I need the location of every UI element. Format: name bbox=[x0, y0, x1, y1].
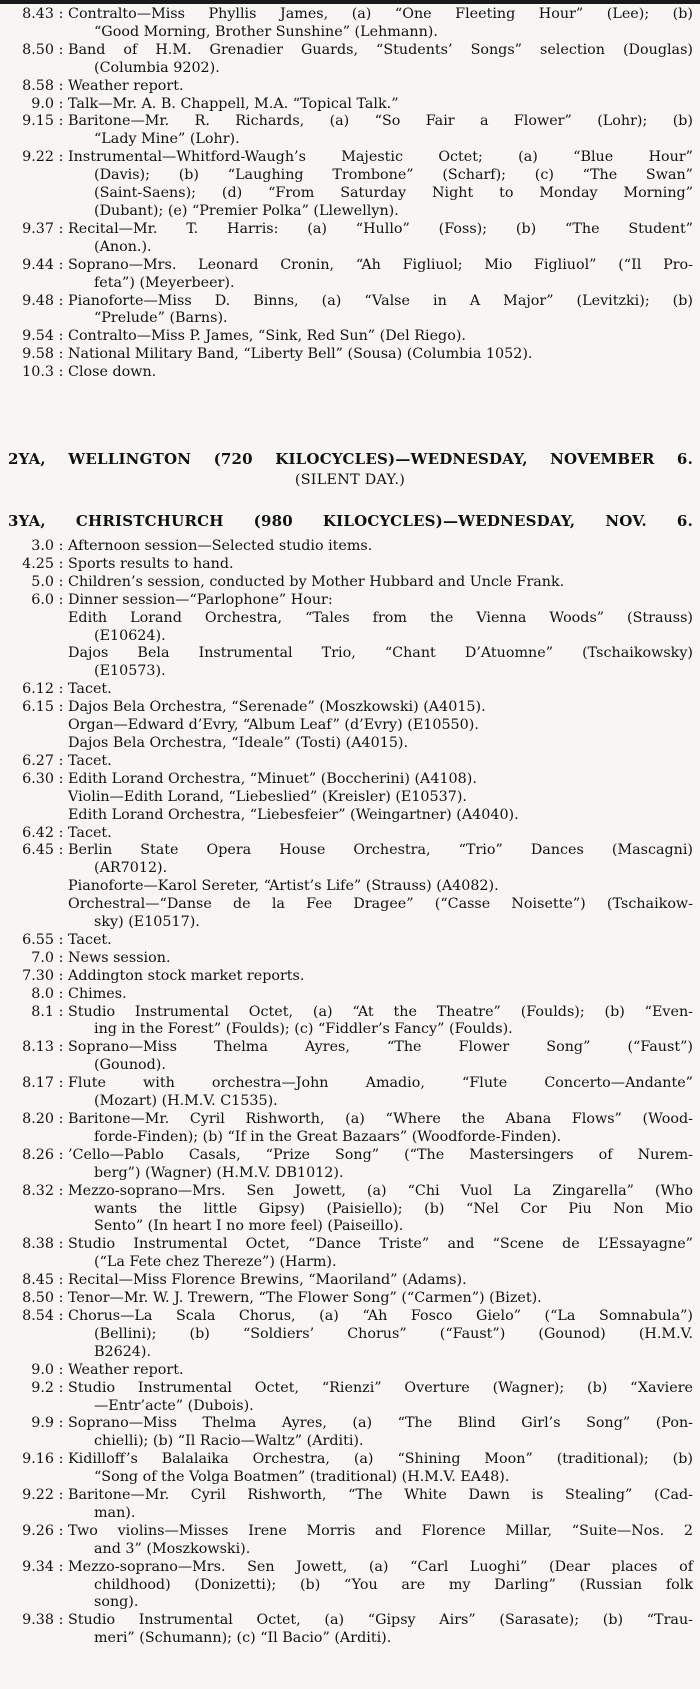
entry-line: Tacet. bbox=[68, 931, 112, 948]
entry-line: Tenor—Mr. W. J. Trewern, “The Flower Song” (“Carmen”) (Bizet). bbox=[68, 1290, 542, 1307]
entry-line: berg”) (Wagner) (H.M.V. DB1012). bbox=[94, 1164, 344, 1181]
entry-line: Baritone—Mr. Cyril Rishworth, (a) “Where the Abana Flows” (Wood- bbox=[68, 1111, 693, 1127]
entry-time: 8.20 bbox=[22, 1111, 54, 1127]
entry-line: Soprano—Miss Thelma Ayres, “The Flower Song” (“Faust”) bbox=[68, 1039, 693, 1056]
programme-entry bbox=[8, 113, 693, 149]
programme-entry bbox=[8, 1147, 693, 1183]
entry-line: Sento” (In heart I no more feel) (Paiseillo). bbox=[94, 1218, 404, 1235]
programme-entry bbox=[8, 1362, 693, 1380]
entry-text bbox=[68, 699, 693, 717]
time-separator: : bbox=[58, 555, 64, 572]
time-separator: : bbox=[58, 1111, 64, 1127]
sub-entry-line: Orchestral—“Danse de la Fee Dragee” (“Casse Noisette”) (Tschaikow- bbox=[68, 896, 693, 913]
entry-text bbox=[68, 1290, 693, 1308]
entry-line: Baritone—Mr. Cyril Rishworth, “The White Dawn is Stealing” (Cad- bbox=[68, 1487, 693, 1504]
programme-entry bbox=[8, 1487, 693, 1523]
entry-time: 6.55 bbox=[22, 931, 54, 948]
sub-entry bbox=[8, 735, 693, 753]
time-separator: : bbox=[58, 346, 64, 363]
programme-entry bbox=[8, 842, 693, 878]
time-separator: : bbox=[58, 985, 64, 1002]
entry-time: 9.22 bbox=[22, 1487, 54, 1504]
entry-line: Studio Instrumental Octet, “Rienzi” Overture (Wagner); (b) “Xaviere bbox=[68, 1379, 693, 1396]
entry-time: 9.37 bbox=[22, 220, 54, 237]
programme-entry bbox=[8, 6, 693, 42]
top-rule bbox=[0, 0, 700, 4]
entry-time: 8.58 bbox=[22, 77, 54, 94]
entry-text bbox=[68, 771, 693, 789]
programme-entry bbox=[8, 1415, 693, 1451]
time-separator: : bbox=[58, 752, 64, 769]
programme-entry bbox=[8, 699, 693, 717]
sub-entry bbox=[8, 717, 693, 735]
time-separator: : bbox=[58, 113, 64, 130]
entry-text bbox=[68, 538, 693, 556]
entry-text bbox=[68, 1272, 693, 1290]
programme-entry bbox=[8, 42, 693, 78]
programme-entry bbox=[8, 1380, 693, 1416]
sub-entry-line: (E10573). bbox=[94, 663, 166, 680]
entry-line: Mezzo-soprano—Mrs. Sen Jowett, (a) “Carl Luoghi” (Dear places of bbox=[68, 1558, 693, 1575]
entry-text bbox=[68, 78, 693, 96]
entry-line: childhood) (Donizetti); (b) “You are my Darling” (Russian folk bbox=[94, 1576, 693, 1593]
entry-line: Edith Lorand Orchestra, “Minuet” (Boccherini) (A4108). bbox=[68, 770, 477, 787]
entry-time: 7.0 bbox=[31, 949, 54, 966]
entry-text bbox=[68, 221, 693, 257]
time-separator: : bbox=[58, 1361, 64, 1378]
entry-line: (Dubant); (e) “Premier Polka” (Llewellyn). bbox=[94, 202, 399, 219]
entry-text bbox=[68, 842, 693, 878]
programme-entry bbox=[8, 1236, 693, 1272]
sub-entry-line: (E10624). bbox=[94, 627, 166, 644]
entry-time: 9.26 bbox=[22, 1522, 54, 1539]
entry-line: ing in the Forest” (Foulds); (c) “Fiddler’s Fancy” (Foulds). bbox=[94, 1021, 513, 1038]
entry-time: 9.34 bbox=[22, 1558, 54, 1575]
entry-line: Weather report. bbox=[68, 1361, 184, 1378]
entry-line: Dinner session—“Parlophone” Hour: bbox=[68, 591, 333, 608]
silent-day-note: (SILENT DAY.) bbox=[294, 472, 406, 488]
time-separator: : bbox=[58, 256, 64, 273]
entry-text bbox=[68, 1183, 693, 1237]
time-separator: : bbox=[58, 824, 64, 841]
entry-line: Contralto—Miss Phyllis James, (a) “One Fleeting Hour” (Lee); (b) bbox=[68, 6, 693, 22]
programme-entry bbox=[8, 538, 693, 556]
sub-entry-line: Edith Lorand Orchestra, “Liebesfeier” (Weingartner) (A4040). bbox=[68, 806, 519, 823]
entry-line: (Mozart) (H.M.V. C1535). bbox=[94, 1093, 278, 1110]
programme-entry bbox=[8, 1111, 693, 1147]
entry-line: Berlin State Opera House Orchestra, “Trio” Dances (Mascagni) bbox=[68, 842, 693, 859]
time-separator: : bbox=[58, 1290, 64, 1307]
entry-time: 8.45 bbox=[22, 1272, 54, 1289]
entry-text bbox=[68, 1308, 693, 1362]
entry-text bbox=[68, 42, 693, 78]
christchurch-heading: 3YA, CHRISTCHURCH (980 KILOCYCLES)—WEDNESDAY, NOV. 6. bbox=[8, 512, 693, 530]
programme-entry bbox=[8, 1075, 693, 1111]
entry-text bbox=[68, 1559, 693, 1613]
entry-line: Instrumental—Whitford-Waugh’s Majestic Octet; (a) “Blue Hour” bbox=[68, 149, 693, 166]
entry-text bbox=[68, 592, 693, 610]
entry-line: Band of H.M. Grenadier Guards, “Students’ Songs” selection (Douglas) bbox=[68, 41, 693, 58]
entry-text bbox=[68, 932, 693, 950]
entry-line: Kidilloff’s Balalaika Orchestra, (a) “Shining Moon” (traditional); (b) bbox=[68, 1451, 693, 1468]
time-separator: : bbox=[58, 842, 64, 859]
entry-text bbox=[68, 113, 693, 149]
sub-entry-line: Pianoforte—Karol Sereter, “Artist’s Life” (Strauss) (A4082). bbox=[68, 878, 499, 895]
sub-entry-line: Dajos Bela Instrumental Trio, “Chant D’Atuomne” (Tschaikowsky) bbox=[68, 645, 693, 662]
programme-entry bbox=[8, 78, 693, 96]
entry-text bbox=[68, 96, 693, 114]
time-separator: : bbox=[58, 220, 64, 237]
entry-time: 8.0 bbox=[31, 985, 54, 1002]
entry-text bbox=[68, 1362, 693, 1380]
entry-line: Studio Instrumental Octet, (a) “Gipsy Airs” (Sarasate); (b) “Trau- bbox=[68, 1612, 693, 1629]
entry-line: (Davis); (b) “Laughing Trombone” (Scharf); (c) “The Swan” bbox=[94, 167, 693, 184]
entry-line: Tacet. bbox=[68, 824, 112, 841]
sub-entry bbox=[8, 896, 693, 932]
time-separator: : bbox=[58, 538, 64, 554]
wellington-heading: 2YA, WELLINGTON (720 KILOCYCLES)—WEDNESDAY, NOVEMBER 6. bbox=[8, 450, 693, 468]
time-separator: : bbox=[58, 681, 64, 698]
programme-entry bbox=[8, 149, 693, 221]
entry-line: Addington stock market reports. bbox=[68, 967, 305, 984]
sub-entry bbox=[8, 807, 693, 825]
programme-entry bbox=[8, 950, 693, 968]
programme-entry bbox=[8, 1290, 693, 1308]
entry-time: 9.58 bbox=[22, 346, 54, 363]
entry-line: “Prelude” (Barns). bbox=[94, 310, 228, 327]
time-separator: : bbox=[58, 1075, 64, 1092]
entry-line: (Gounod). bbox=[94, 1057, 166, 1074]
programme-entry bbox=[8, 293, 693, 329]
entry-time: 10.3 bbox=[22, 364, 54, 381]
entry-text bbox=[68, 1111, 693, 1147]
entry-time: 3.0 bbox=[31, 538, 54, 554]
entry-time: 9.22 bbox=[22, 149, 54, 166]
entry-text bbox=[68, 1039, 693, 1075]
entry-text bbox=[68, 950, 693, 968]
programme-entry bbox=[8, 1183, 693, 1237]
entry-line: “Good Morning, Brother Sunshine” (Lehmann). bbox=[94, 23, 438, 40]
entry-time: 9.48 bbox=[22, 292, 54, 309]
entry-text bbox=[68, 574, 693, 592]
entry-text bbox=[68, 753, 693, 771]
programme-entry bbox=[8, 592, 693, 610]
time-separator: : bbox=[58, 1272, 64, 1289]
time-separator: : bbox=[58, 1522, 64, 1539]
entry-line: Children’s session, conducted by Mother Hubbard and Uncle Frank. bbox=[68, 573, 565, 590]
time-separator: : bbox=[58, 591, 64, 608]
time-separator: : bbox=[58, 573, 64, 590]
entry-line: Two violins—Misses Irene Morris and Florence Millar, “Suite—Nos. 2 bbox=[68, 1522, 693, 1539]
time-separator: : bbox=[58, 1612, 64, 1629]
auckland-programme-end bbox=[8, 6, 693, 382]
entry-line: Pianoforte—Miss D. Binns, (a) “Valse in A Major” (Levitzki); (b) bbox=[68, 292, 693, 309]
entry-line: Baritone—Mr. R. Richards, (a) “So Fair a Flower” (Lohr); (b) bbox=[68, 113, 693, 130]
time-separator: : bbox=[58, 77, 64, 94]
entry-text bbox=[68, 293, 693, 329]
programme-entry bbox=[8, 1004, 693, 1040]
programme-entry bbox=[8, 221, 693, 257]
entry-time: 8.50 bbox=[22, 1290, 54, 1307]
entry-line: National Military Band, “Liberty Bell” (Sousa) (Columbia 1052). bbox=[68, 346, 533, 363]
programme-entry bbox=[8, 1308, 693, 1362]
entry-text bbox=[68, 986, 693, 1004]
time-separator: : bbox=[58, 1558, 64, 1575]
entry-text bbox=[68, 968, 693, 986]
programme-entry bbox=[8, 257, 693, 293]
time-separator: : bbox=[58, 1039, 64, 1056]
time-separator: : bbox=[58, 1146, 64, 1163]
entry-line: and 3” (Moszkowski). bbox=[94, 1540, 251, 1557]
entry-time: 8.26 bbox=[22, 1146, 54, 1163]
sub-entry bbox=[8, 645, 693, 681]
entry-text bbox=[68, 328, 693, 346]
time-separator: : bbox=[58, 931, 64, 948]
entry-line: Mezzo-soprano—Mrs. Sen Jowett, (a) “Chi Vuol La Zingarella” (Who bbox=[68, 1182, 693, 1199]
entry-time: 8.1 bbox=[31, 1003, 54, 1020]
entry-time: 8.17 bbox=[22, 1075, 54, 1092]
entry-time: 6.42 bbox=[22, 824, 54, 841]
entry-time: 8.13 bbox=[22, 1039, 54, 1056]
entry-text bbox=[68, 1523, 693, 1559]
programme-entry bbox=[8, 574, 693, 592]
christchurch-programme bbox=[8, 538, 693, 1648]
entry-line: Recital—Miss Florence Brewins, “Maoriland” (Adams). bbox=[68, 1272, 467, 1289]
entry-line: Contralto—Miss P. James, “Sink, Red Sun” (Del Riego). bbox=[68, 328, 466, 345]
time-separator: : bbox=[58, 949, 64, 966]
entry-line: forde-Finden); (b) “If in the Great Bazaars” (Woodforde-Finden). bbox=[94, 1128, 562, 1145]
time-separator: : bbox=[58, 1236, 64, 1253]
time-separator: : bbox=[58, 328, 64, 345]
entry-line: B2624). bbox=[94, 1343, 152, 1360]
programme-entry bbox=[8, 1612, 693, 1648]
sub-entry-line: Edith Lorand Orchestra, “Tales from the Vienna Woods” (Strauss) bbox=[68, 609, 693, 626]
entry-line: “Song of the Volga Boatmen” (traditional) (H.M.V. EA48). bbox=[94, 1469, 510, 1486]
programme-entry bbox=[8, 364, 693, 382]
entry-line: Dajos Bela Orchestra, “Serenade” (Moszkowski) (A4015). bbox=[68, 699, 486, 716]
time-separator: : bbox=[58, 1003, 64, 1020]
time-separator: : bbox=[58, 967, 64, 984]
sub-entry bbox=[8, 610, 693, 646]
entry-line: song). bbox=[94, 1594, 139, 1611]
sub-entry-line: Organ—Edward d’Evry, “Album Leaf” (d’Evry) (E10550). bbox=[68, 717, 479, 734]
entry-line: Flute with orchestra—John Amadio, “Flute Concerto—Andante” bbox=[68, 1075, 693, 1092]
entry-line: Chimes. bbox=[68, 985, 127, 1002]
programme-entry bbox=[8, 753, 693, 771]
sub-entry-line: Violin—Edith Lorand, “Liebeslied” (Kreisler) (E10537). bbox=[68, 788, 467, 805]
programme-entry bbox=[8, 986, 693, 1004]
entry-time: 7.30 bbox=[22, 967, 54, 984]
entry-line: Studio Instrumental Octet, “Dance Triste” and “Scene de L’Essayagne” bbox=[68, 1236, 693, 1253]
entry-line: Chorus—La Scala Chorus, (a) “Ah Fosco Gielo” (“La Somnabula”) bbox=[68, 1307, 693, 1324]
entry-line: (AR7012). bbox=[94, 860, 168, 877]
entry-text bbox=[68, 364, 693, 382]
programme-entry bbox=[8, 346, 693, 364]
entry-line: man). bbox=[94, 1504, 136, 1521]
entry-line: feta”) (Meyerbeer). bbox=[94, 274, 235, 291]
entry-text bbox=[68, 825, 693, 843]
entry-time: 5.0 bbox=[31, 573, 54, 590]
entry-text bbox=[68, 681, 693, 699]
entry-line: Soprano—Mrs. Leonard Cronin, “Ah Figliuol; Mio Figliuol” (“Il Pro- bbox=[68, 256, 693, 273]
time-separator: : bbox=[58, 1451, 64, 1468]
programme-entry bbox=[8, 328, 693, 346]
time-separator: : bbox=[58, 699, 64, 716]
entry-line: Sports results to hand. bbox=[68, 555, 234, 572]
entry-text bbox=[68, 1236, 693, 1272]
entry-text bbox=[68, 556, 693, 574]
entry-time: 9.54 bbox=[22, 328, 54, 345]
entry-line: Soprano—Miss Thelma Ayres, (a) “The Blind Girl’s Song” (Pon- bbox=[68, 1415, 693, 1432]
entry-text bbox=[68, 1612, 693, 1648]
entry-line: “Lady Mine” (Lohr). bbox=[94, 131, 240, 148]
sub-entry-line: Dajos Bela Orchestra, “Ideale” (Tosti) (A4015). bbox=[68, 734, 409, 751]
time-separator: : bbox=[58, 364, 64, 381]
entry-line: Tacet. bbox=[68, 752, 112, 769]
entry-time: 8.32 bbox=[22, 1182, 54, 1199]
entry-line: ’Cello—Pablo Casals, “Prize Song” (“The Mastersingers of Nurem- bbox=[68, 1146, 693, 1163]
entry-line: Weather report. bbox=[68, 77, 184, 94]
entry-line: Close down. bbox=[68, 364, 157, 381]
entry-line: Tacet. bbox=[68, 681, 112, 698]
entry-time: 8.54 bbox=[22, 1307, 54, 1324]
entry-line: News session. bbox=[68, 949, 171, 966]
sub-entry bbox=[8, 878, 693, 896]
time-separator: : bbox=[58, 1307, 64, 1324]
programme-entry bbox=[8, 825, 693, 843]
programme-entry bbox=[8, 968, 693, 986]
entry-text bbox=[68, 346, 693, 364]
entry-text bbox=[68, 6, 693, 42]
entry-time: 8.38 bbox=[22, 1236, 54, 1253]
entry-time: 9.0 bbox=[31, 95, 54, 112]
programme-entry bbox=[8, 96, 693, 114]
entry-time: 4.25 bbox=[22, 555, 54, 572]
sub-entry bbox=[8, 789, 693, 807]
programme-entry bbox=[8, 1451, 693, 1487]
entry-line: (Saint-Saens); (d) “From Saturday Night to Monday Morning” bbox=[94, 185, 693, 202]
entry-text bbox=[68, 149, 693, 221]
entry-line: (Columbia 9202). bbox=[94, 59, 220, 76]
entry-text bbox=[68, 1380, 693, 1416]
entry-line: Recital—Mr. T. Harris: (a) “Hullo” (Foss); (b) “The Student” bbox=[68, 220, 693, 237]
entry-line: —Entr’acte” (Dubois). bbox=[94, 1397, 254, 1414]
programme-entry bbox=[8, 771, 693, 789]
time-separator: : bbox=[58, 292, 64, 309]
entry-time: 9.15 bbox=[22, 113, 54, 130]
time-separator: : bbox=[58, 1415, 64, 1432]
sub-entry-line: sky) (E10517). bbox=[94, 914, 200, 931]
entry-line: (Bellini); (b) “Soldiers’ Chorus” (“Faust”) (Gounod) (H.M.V. bbox=[94, 1325, 693, 1342]
entry-text bbox=[68, 1004, 693, 1040]
programme-entry bbox=[8, 1523, 693, 1559]
entry-time: 9.44 bbox=[22, 256, 54, 273]
time-separator: : bbox=[58, 149, 64, 166]
entry-time: 9.9 bbox=[31, 1415, 54, 1432]
programme-entry bbox=[8, 1559, 693, 1613]
entry-time: 6.12 bbox=[22, 681, 54, 698]
entry-text bbox=[68, 1487, 693, 1523]
entry-text bbox=[68, 1147, 693, 1183]
entry-time: 9.16 bbox=[22, 1451, 54, 1468]
entry-text bbox=[68, 1415, 693, 1451]
entry-line: wants the little Gipsy) (Paisiello); (b) “Nel Cor Piu Non Mio bbox=[94, 1200, 693, 1217]
entry-line: Afternoon session—Selected studio items. bbox=[68, 538, 373, 554]
entry-time: 9.2 bbox=[31, 1379, 54, 1396]
entry-time: 6.27 bbox=[22, 752, 54, 769]
time-separator: : bbox=[58, 6, 64, 22]
entry-time: 6.15 bbox=[22, 699, 54, 716]
entry-time: 6.30 bbox=[22, 770, 54, 787]
entry-time: 6.0 bbox=[31, 591, 54, 608]
programme-entry bbox=[8, 556, 693, 574]
time-separator: : bbox=[58, 1379, 64, 1396]
entry-line: (“La Fete chez Thereze”) (Harm). bbox=[94, 1254, 337, 1271]
entry-line: (Anon.). bbox=[94, 238, 152, 255]
entry-text bbox=[68, 1451, 693, 1487]
entry-time: 8.50 bbox=[22, 41, 54, 58]
entry-text bbox=[68, 257, 693, 293]
programme-entry bbox=[8, 932, 693, 950]
entry-line: Studio Instrumental Octet, (a) “At the Theatre” (Foulds); (b) “Even- bbox=[68, 1003, 693, 1020]
entry-time: 9.38 bbox=[22, 1612, 54, 1629]
entry-time: 8.43 bbox=[22, 6, 54, 22]
time-separator: : bbox=[58, 95, 64, 112]
time-separator: : bbox=[58, 770, 64, 787]
time-separator: : bbox=[58, 1487, 64, 1504]
entry-line: Talk—Mr. A. B. Chappell, M.A. “Topical Talk.” bbox=[68, 95, 399, 112]
time-separator: : bbox=[58, 41, 64, 58]
programme-entry bbox=[8, 681, 693, 699]
time-separator: : bbox=[58, 1182, 64, 1199]
entry-time: 9.0 bbox=[31, 1361, 54, 1378]
entry-time: 6.45 bbox=[22, 842, 54, 859]
programme-entry bbox=[8, 1272, 693, 1290]
entry-text bbox=[68, 1075, 693, 1111]
programme-entry bbox=[8, 1039, 693, 1075]
entry-line: chielli); (b) “Il Racio—Waltz” (Arditi). bbox=[94, 1433, 364, 1450]
entry-line: meri” (Schumann); (c) “Il Bacio” (Arditi). bbox=[94, 1630, 392, 1647]
